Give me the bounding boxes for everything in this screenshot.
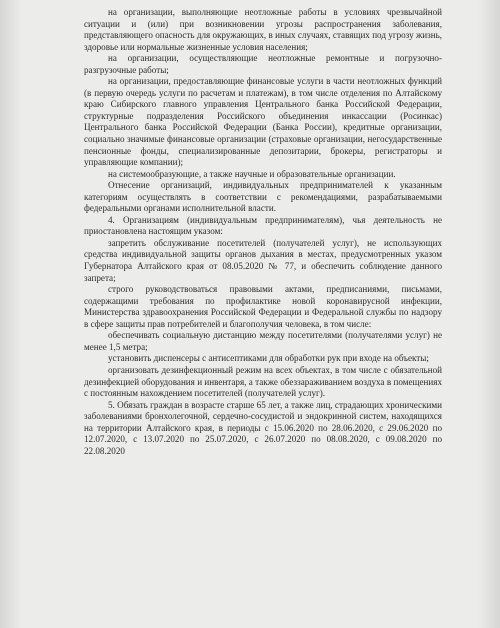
- paragraph: на организации, предоставляющие финансовые услуги в части неотложных функций (в первую очередь услуги по расчетам и платежам), в том числе отделения по Алтайскому краю Сибирского главного управления Центрального банка Российской Федерации, структурные подразделения Российского объединения инкассации (Росинкас) Центрального банка Российской Федерации (Банка России), кредитные организации, социально значимые финансовые организации (страховые организации, негосударственные пенсионные фонды, специализированные депозитарии, брокеры, регистраторы и управляющие компании);: [84, 76, 442, 168]
- page-edge-shadow-left: [0, 0, 22, 628]
- paragraph: строго руководствоваться правовыми актами, предписаниями, письмами, содержащими требования по профилактике новой коронавирусной инфекции, Министерства здравоохранения Российской Федерации и Федеральной службы по надзору в сфере защиты прав потребителей и благополучия человека, в том числе:: [84, 284, 442, 329]
- paragraph: Отнесение организаций, индивидуальных предпринимателей к указанным категориям осуществлять в соответствии с рекомендациями, разрабатываемыми федеральными органами исполнительной власти.: [84, 180, 442, 214]
- paragraph: 4. Организациям (индивидуальным предпринимателям), чья деятельность не приостановлена настоящим указом:: [84, 214, 442, 237]
- paragraph: на организации, осуществляющие неотложные ремонтные и погрузочно-разгрузочные работы;: [84, 53, 442, 75]
- paragraph: 5. Обязать граждан в возрасте старше 65 лет, а также лиц, страдающих хроническими заболеваниями бронхолегочной, сердечно-сосудистой и эндокринной систем, находящихся на территории Алтайского края, в периоды с 15.06.2020 по 28.06.2020, с 29.06.2020 по 12.07.2020, с 13.07.2020 по 25.07.2020, с 26.07.2020 по 08.08.2020, с 09.08.2020 по 22.08.2020: [84, 399, 442, 456]
- paragraph: организовать дезинфекционный режим на всех объектах, в том числе с обязательной дезинфекцией оборудования и инвентаря, а также обеззараживанием воздуха в помещениях с постоянным нахождением посетителей (получателей услуг).: [84, 364, 442, 399]
- paragraph: на организации, выполняющие неотложные работы в условиях чрезвычайной ситуации и (или) при возникновении угрозы распространения заболевания, представляющего опасность для окружающих, в иных случаях, ставящих под угрозу жизнь, здоровье или нормальные жизненные условия населения;: [84, 7, 442, 52]
- document-body: [84, 7, 442, 457]
- paragraph: на системообразующие, а также научные и образовательные организации.: [108, 168, 396, 179]
- paragraph: запретить обслуживание посетителей (получателей услуг), не использующих средства индивидуальной защиты органов дыхания в местах, предусмотренных указом Губернатора Алтайского края от 08.05.2020 № 77, и обеспечить соблюдение данного запрета;: [84, 237, 442, 283]
- page-edge-shadow-right: [478, 0, 500, 628]
- paragraph: установить диспенсеры с антисептиками для обработки рук при входе на объекты;: [108, 353, 429, 364]
- paragraph: обеспечивать социальную дистанцию между посетителями (получателями услуг) не менее 1,5 метра;: [84, 330, 442, 352]
